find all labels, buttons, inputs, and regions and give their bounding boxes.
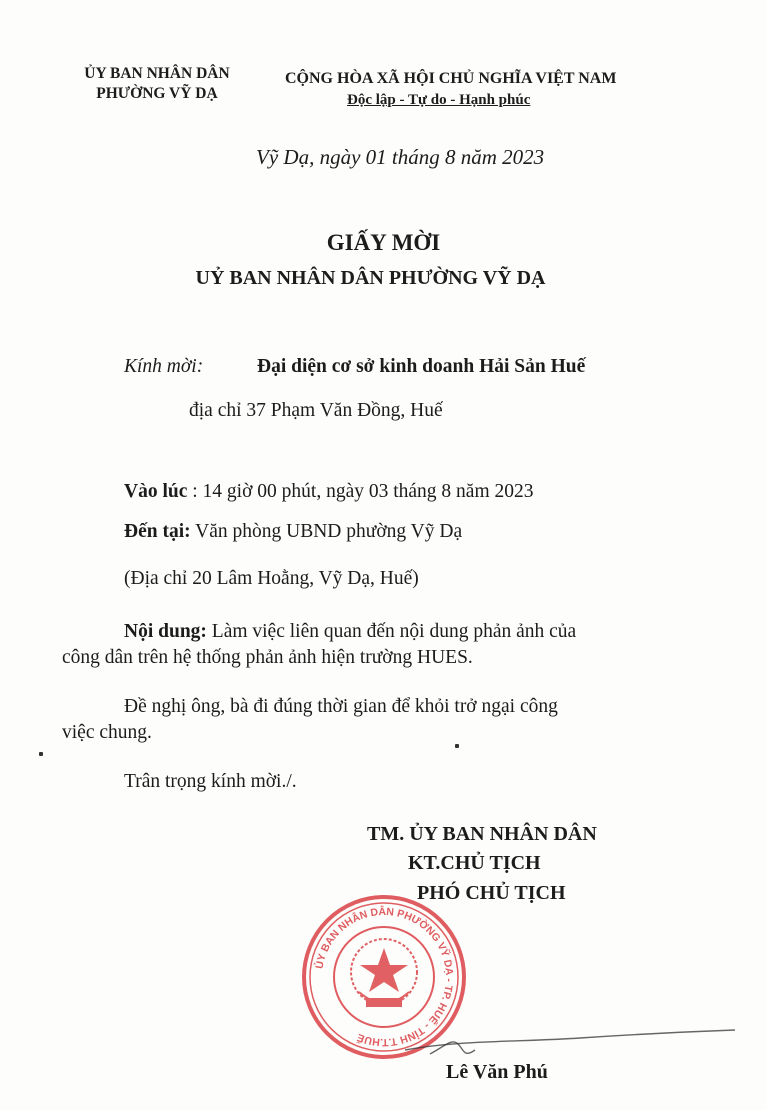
place-label: Đến tại: <box>124 521 191 542</box>
invitee-address: địa chỉ 37 Phạm Văn Đồng, Huế <box>189 400 443 421</box>
org-line-1: ỦY BAN NHÂN DÂN <box>84 65 230 82</box>
signature-line-2: KT.CHỦ TỊCH <box>408 852 541 874</box>
content-line-2: công dân trên hệ thống phản ảnh hiện trường HUES. <box>62 647 473 668</box>
meeting-time <box>124 481 534 503</box>
scan-speck <box>39 752 43 756</box>
request-line-2: việc chung. <box>62 722 152 743</box>
document-subtitle: UỶ BAN NHÂN DÂN PHƯỜNG VỸ DẠ <box>195 267 546 289</box>
nation-title: CỘNG HÒA XÃ HỘI CHỦ NGHĨA VIỆT NAM <box>285 70 617 87</box>
time-value: : 14 giờ 00 phút, ngày 03 tháng 8 năm 2023 <box>187 481 534 502</box>
motto: Độc lập - Tự do - Hạnh phúc <box>347 92 531 108</box>
signature-line-1: TM. ỦY BAN NHÂN DÂN <box>367 823 597 845</box>
invitee-label: Kính mời: <box>124 356 204 377</box>
place-address: (Địa chỉ 20 Lâm Hoằng, Vỹ Dạ, Huế) <box>124 568 419 589</box>
closing-line: Trân trọng kính mời./. <box>124 771 297 792</box>
org-name <box>62 64 252 104</box>
invitee-name: Đại diện cơ sở kinh doanh Hải Sản Huế <box>257 356 586 377</box>
place-value: Văn phòng UBND phường Vỹ Dạ <box>190 521 463 542</box>
scan-speck <box>455 744 459 748</box>
seal-ring-text: ỦY BAN NHÂN DÂN PHƯỜNG VỸ DẠ - TP. HUẾ - TỈNH T.T.HUẾ <box>313 905 456 1049</box>
signature-line-3: PHÓ CHỦ TỊCH <box>417 882 566 904</box>
time-label: Vào lúc <box>124 481 188 502</box>
seal-emblem-icon <box>351 939 417 1007</box>
meeting-place <box>124 521 462 543</box>
date-line: Vỹ Dạ, ngày 01 tháng 8 năm 2023 <box>256 145 545 169</box>
document-title: GIẤY MỜI <box>326 230 441 255</box>
content-label: Nội dung: <box>124 621 207 642</box>
meeting-content <box>124 621 576 643</box>
request-line-1: Đề nghị ông, bà đi đúng thời gian để khỏi trở ngại công <box>124 696 558 717</box>
org-line-2: PHƯỜNG VỸ DẠ <box>96 85 218 102</box>
signer-name: Lê Văn Phú <box>446 1061 548 1083</box>
content-line-1: Làm việc liên quan đến nội dung phản ảnh của <box>206 621 577 642</box>
